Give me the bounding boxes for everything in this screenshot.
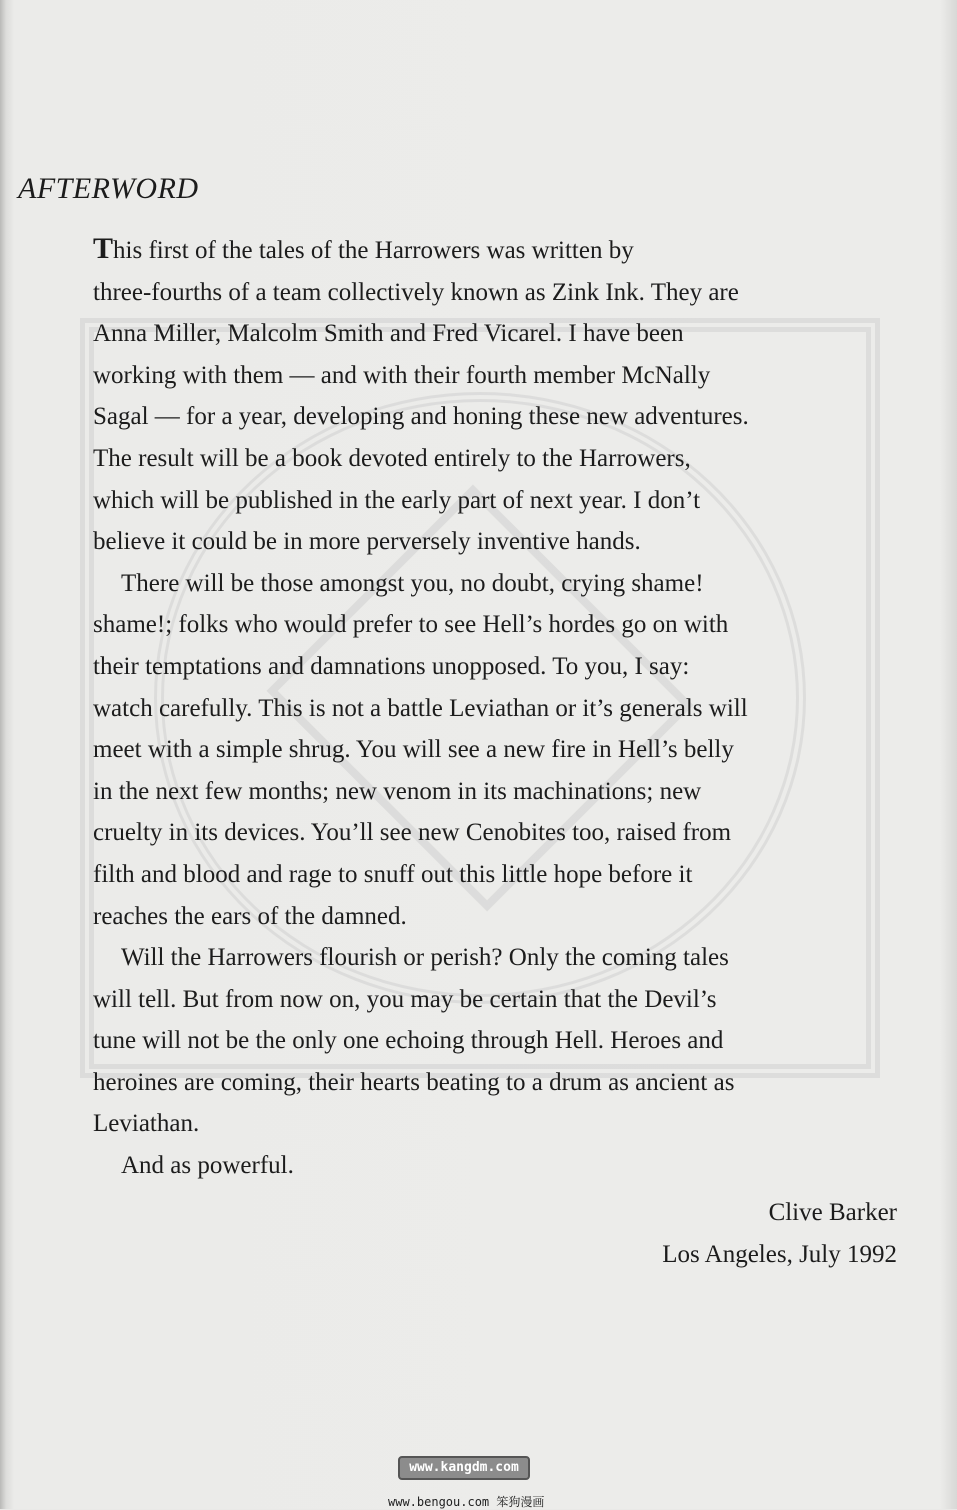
drop-cap: T (93, 232, 114, 265)
text-line: And as powerful. (121, 1152, 294, 1180)
place-date: Los Angeles, July 1992 (662, 1240, 897, 1268)
text-line: working with them — and with their fourth member McNally (93, 361, 711, 389)
author-name: Clive Barker (768, 1199, 897, 1226)
paragraph-4 (93, 1145, 893, 1187)
footer-url: www.bengou.com 笨狗漫画 (388, 1495, 545, 1509)
text-line: three-fourths of a team collectively known as Zink Ink. They are (93, 278, 739, 306)
text-line: Sagal — for a year, developing and honing these new adventures. (93, 403, 749, 431)
text-line: which will be published in the early part of next year. I don’t (93, 486, 701, 514)
text-line: believe it could be in more perversely inventive hands. (93, 528, 641, 556)
text-line: meet with a simple shrug. You will see a new fire in Hell’s belly (93, 736, 734, 764)
text-line: This first of the tales of the Harrowers was written by (93, 232, 634, 265)
text-line: will tell. But from now on, you may be certain that the Devil’s (93, 985, 717, 1013)
text-line: Leviathan. (93, 1110, 200, 1138)
text-line: watch carefully. This is not a battle Leviathan or it’s generals will (93, 694, 748, 722)
text-line: heroines are coming, their hearts beating to a drum as ancient as (93, 1068, 735, 1096)
paragraph-3 (93, 937, 893, 1145)
text-line: Anna Miller, Malcolm Smith and Fred Vicarel. I have been (93, 320, 684, 348)
text-line: their temptations and damnations unopposed. To you, I say: (93, 652, 690, 680)
text-line: reaches the ears of the damned. (93, 902, 407, 930)
text-line: The result will be a book devoted entirely to the Harrowers, (93, 444, 691, 472)
paragraph-1 (93, 228, 893, 563)
text-line: filth and blood and rage to snuff out this little hope before it (93, 860, 693, 888)
text-line: in the next few months; new venom in its machinations; new (93, 777, 702, 805)
text-line: tune will not be the only one echoing through Hell. Heroes and (93, 1027, 724, 1055)
afterword-body (93, 228, 893, 1187)
watermark-badge: www.kangdm.com (398, 1456, 530, 1480)
paragraph-2 (93, 563, 893, 937)
text-line: cruelty in its devices. You’ll see new Cenobites too, raised from (93, 819, 732, 847)
page-title: AFTERWORD (18, 172, 199, 205)
text-line: There will be those amongst you, no doubt, crying shame! (121, 569, 704, 597)
text-line: Will the Harrowers flourish or perish? Only the coming tales (121, 944, 729, 972)
text-line: shame!; folks who would prefer to see Hell’s hordes go on with (93, 611, 729, 639)
signature-block (662, 1192, 897, 1275)
